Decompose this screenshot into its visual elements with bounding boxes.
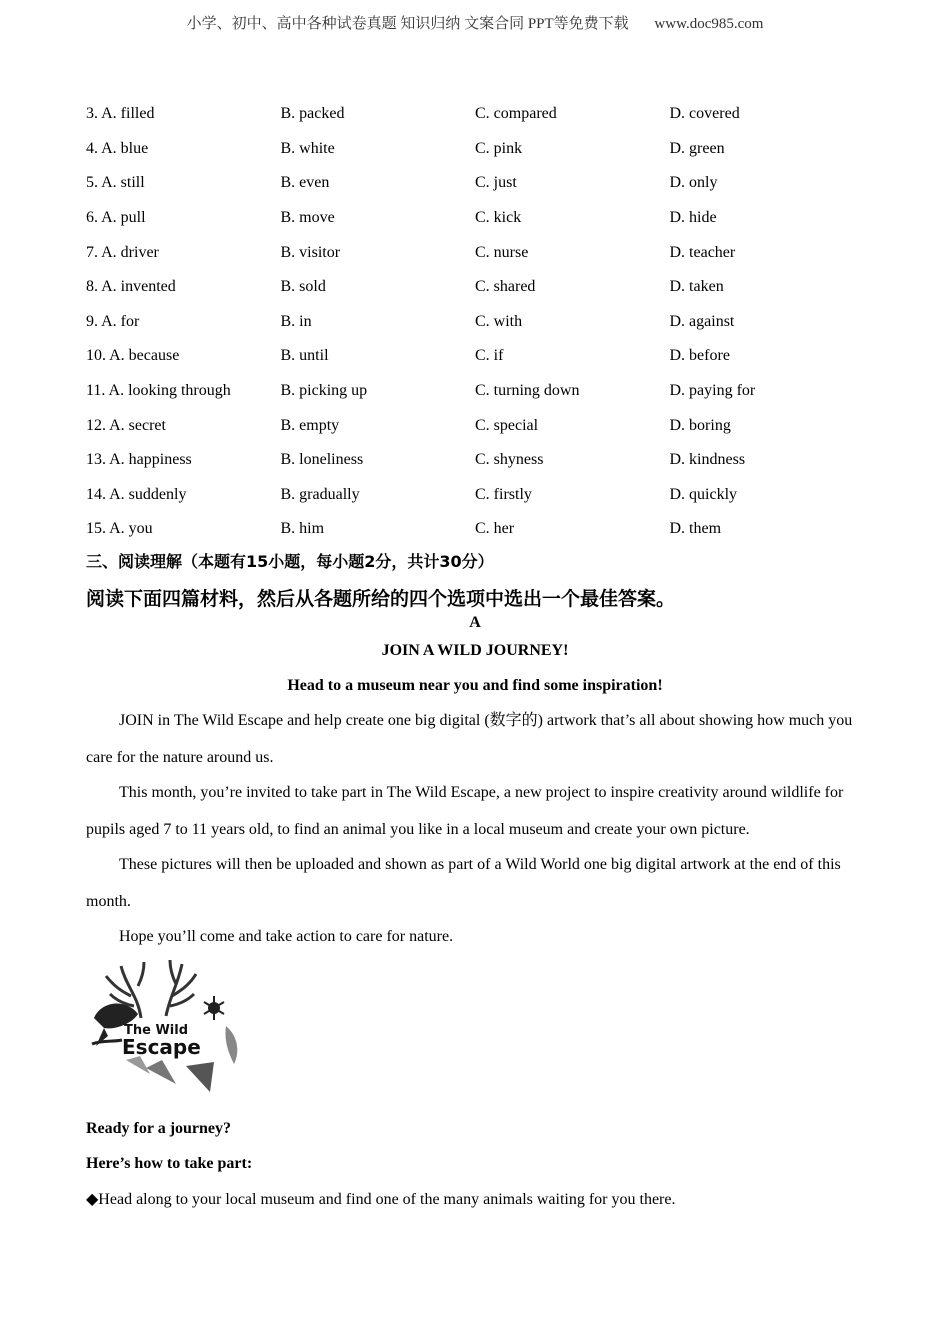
option-cell: 11. A. looking through: [86, 382, 231, 400]
option-cell: C. turning down: [475, 382, 580, 400]
option-row: [86, 305, 866, 340]
option-row: [86, 512, 866, 547]
option-row: [86, 339, 866, 374]
option-cell: 5. A. still: [86, 174, 145, 192]
option-cell: D. covered: [669, 105, 740, 123]
option-cell: 9. A. for: [86, 312, 140, 330]
option-cell: 4. A. blue: [86, 139, 149, 157]
paragraph-3-text: These pictures will then be uploaded and shown as part of a Wild World one big digital artwork at the end of this month.: [86, 856, 841, 910]
option-cell: B. loneliness: [280, 451, 364, 469]
option-cell: D. boring: [669, 416, 731, 434]
option-cell: B. picking up: [280, 382, 368, 400]
option-cell: C. shyness: [475, 451, 544, 469]
option-cell: D. them: [669, 520, 722, 538]
option-cell: B. packed: [280, 105, 345, 123]
option-cell: 6. A. pull: [86, 209, 146, 227]
paragraph-2: [86, 774, 866, 848]
option-row: [86, 478, 866, 513]
option-cell: C. kick: [475, 209, 522, 227]
option-cell: C. compared: [475, 105, 557, 123]
option-cell: C. shared: [475, 278, 536, 296]
paragraph-4-text: Hope you’ll come and take action to care for nature.: [119, 928, 454, 945]
option-cell: C. if: [475, 347, 504, 365]
option-row: [86, 270, 866, 305]
option-cell: D. quickly: [669, 485, 738, 503]
option-cell: 8. A. invented: [86, 278, 176, 296]
option-row: [86, 97, 866, 132]
option-cell: D. before: [669, 347, 730, 365]
option-cell: B. even: [280, 174, 330, 192]
option-cell: 10. A. because: [86, 347, 180, 365]
passage-label: A: [469, 614, 481, 631]
logo-text-line2: Escape: [122, 1035, 201, 1059]
section-title: 三、阅读理解（本题有15小题，每小题2分，共计30分）: [86, 552, 494, 571]
option-cell: 7. A. driver: [86, 243, 159, 261]
option-cell: B. gradually: [280, 485, 360, 503]
option-cell: B. him: [280, 520, 325, 538]
option-cell: D. against: [669, 312, 735, 330]
option-row: [86, 408, 866, 443]
option-cell: B. in: [280, 312, 312, 330]
header-site-link[interactable]: www.doc985.com: [654, 16, 764, 32]
paragraph-4: [86, 918, 866, 955]
paragraph-2-text: This month, you’re invited to take part in The Wild Escape, a new project to inspire creativity around wildlife for pupils aged 7 to 11 years old, to find an animal you like in a local museum and create your own picture.: [86, 784, 844, 838]
option-cell: B. empty: [280, 416, 340, 434]
option-cell: D. teacher: [669, 243, 736, 261]
paragraph-1-text: JOIN in The Wild Escape and help create one big digital (数字的) artwork that’s all about showing how much you care for the nature around us.: [86, 712, 853, 766]
option-cell: D. only: [669, 174, 718, 192]
passage-title: JOIN A WILD JOURNEY!: [381, 642, 569, 659]
logo-text-line1: The Wild: [124, 1023, 189, 1038]
option-cell: C. just: [475, 174, 517, 192]
option-cell: D. hide: [669, 209, 717, 227]
ready-heading: Ready for a journey?: [86, 1120, 232, 1137]
option-cell: C. with: [475, 312, 523, 330]
option-cell: B. white: [280, 139, 335, 157]
option-row: [86, 235, 866, 270]
option-row: [86, 132, 866, 167]
option-row: [86, 166, 866, 201]
passage-subtitle: Head to a museum near you and find some inspiration!: [287, 677, 663, 694]
option-cell: D. paying for: [669, 382, 756, 400]
option-cell: C. firstly: [475, 485, 532, 503]
how-heading: Here’s how to take part:: [86, 1155, 253, 1172]
option-cell: 3. A. filled: [86, 105, 155, 123]
paragraph-1: [86, 702, 866, 776]
option-cell: B. visitor: [280, 243, 341, 261]
option-cell: 13. A. happiness: [86, 451, 192, 469]
option-cell: 14. A. suddenly: [86, 485, 187, 503]
option-cell: D. green: [669, 139, 725, 157]
option-row: [86, 443, 866, 478]
option-cell: C. pink: [475, 139, 523, 157]
paragraph-3: [86, 846, 866, 920]
option-cell: B. until: [280, 347, 329, 365]
option-cell: C. her: [475, 520, 515, 538]
option-cell: C. special: [475, 416, 539, 434]
option-cell: D. kindness: [669, 451, 746, 469]
section-instruction: 阅读下面四篇材料，然后从各题所给的四个选项中选出一个最佳答案。: [86, 588, 676, 610]
option-cell: 15. A. you: [86, 520, 153, 538]
option-row: [86, 374, 866, 409]
bullet-item: ◆Head along to your local museum and find one of the many animals waiting for you there.: [86, 1191, 676, 1208]
option-cell: B. move: [280, 209, 335, 227]
header-text: 小学、初中、高中各种试卷真题 知识归纳 文案合同 PPT等免费下载: [186, 16, 629, 32]
wild-escape-logo: [86, 956, 246, 1096]
page-header: [0, 12, 950, 33]
option-cell: D. taken: [669, 278, 724, 296]
answer-options-table: [86, 97, 866, 547]
option-cell: C. nurse: [475, 243, 529, 261]
option-cell: B. sold: [280, 278, 326, 296]
option-cell: 12. A. secret: [86, 416, 166, 434]
option-row: [86, 201, 866, 236]
